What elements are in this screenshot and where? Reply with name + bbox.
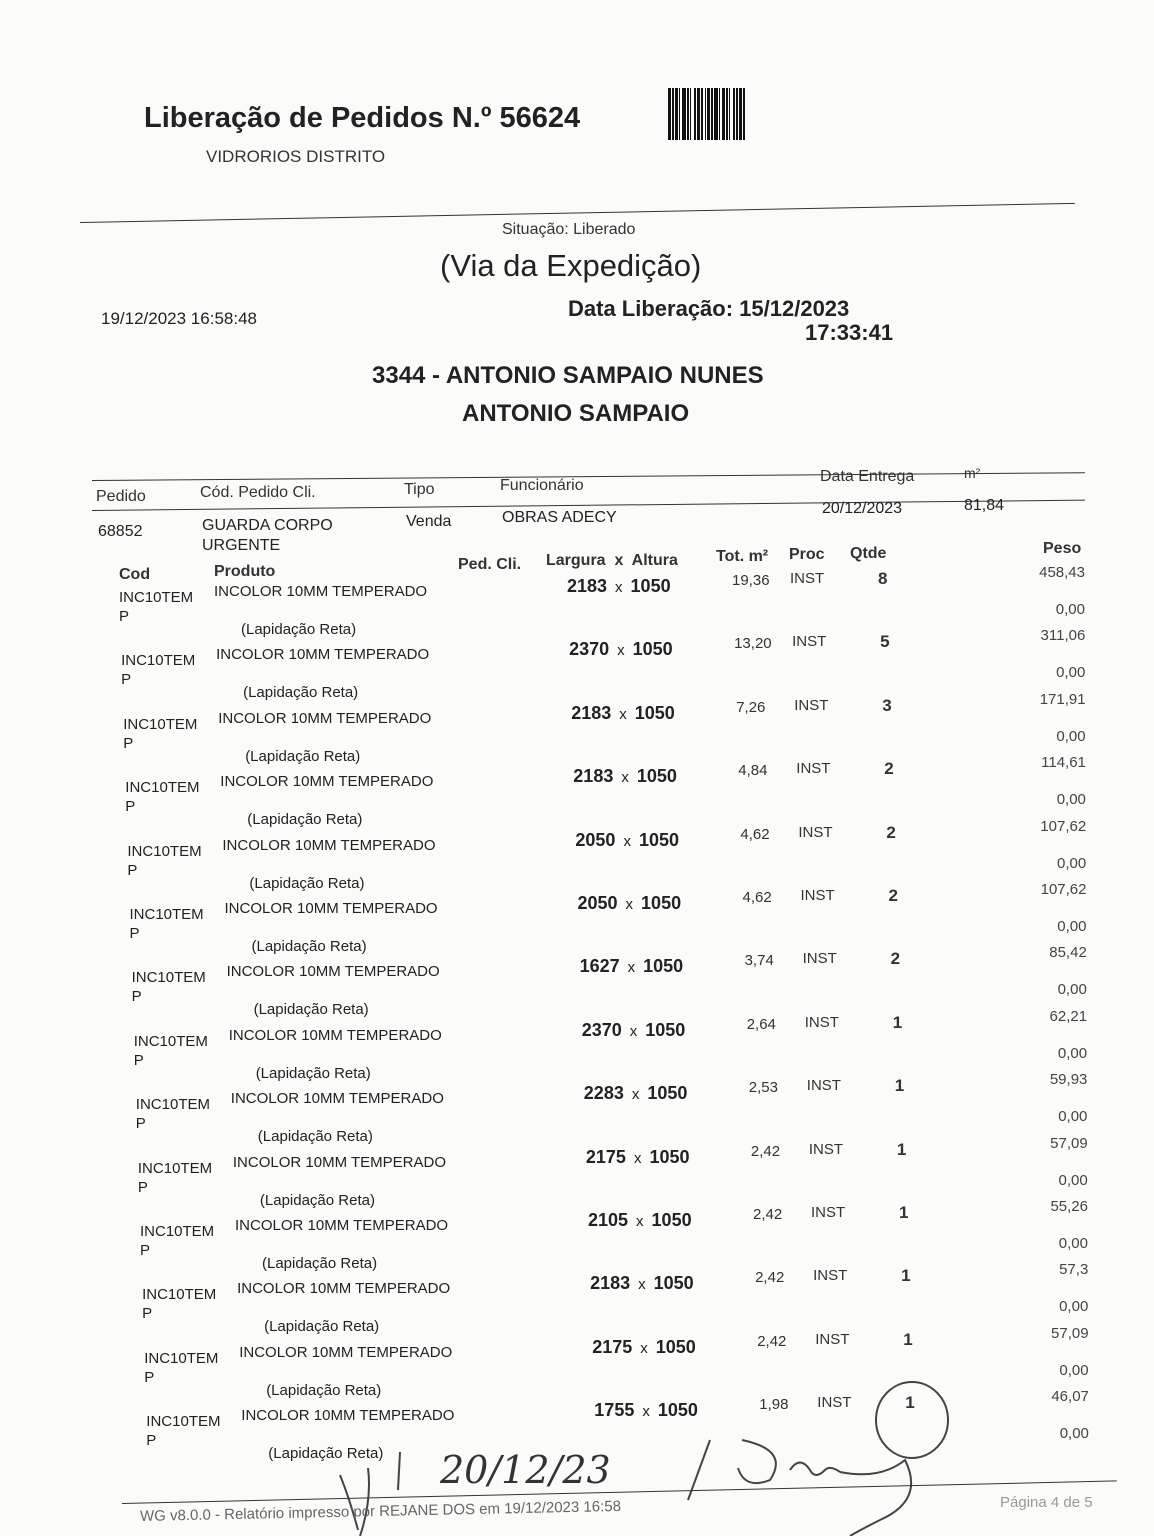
item-cod: INC10TEM: [123, 715, 198, 733]
item-cod: INC10TEM: [127, 842, 202, 860]
item-peso: 171,91: [1039, 690, 1086, 708]
item-altura: 1050: [641, 893, 682, 913]
item-altura: 1050: [655, 1336, 696, 1357]
item-qtde: 1: [894, 1076, 905, 1096]
col-funcionario: Funcionário: [500, 477, 584, 494]
item-acabamento: (Lapidação Reta): [266, 1381, 382, 1399]
item-cod: INC10TEM: [121, 652, 196, 670]
item-qtde: 1: [901, 1266, 911, 1286]
order-pedido: 68852: [98, 523, 143, 540]
item-peso: 62,21: [1049, 1007, 1088, 1025]
item-largura: 2183: [590, 1273, 631, 1294]
item-cod-suffix: P: [135, 1115, 146, 1133]
item-proc: INST: [796, 760, 831, 778]
item-cod-suffix: P: [131, 988, 142, 1006]
item-peso: 311,06: [1040, 627, 1086, 645]
item-qtde: 2: [886, 822, 896, 842]
item-cod-suffix: P: [125, 798, 136, 816]
item-largura: 1755: [594, 1400, 635, 1421]
item-tot-m2: 7,26: [736, 698, 766, 716]
col-ped-cli: Ped. Cli.: [458, 556, 522, 573]
item-qtde: 1: [892, 1012, 903, 1032]
col-data-entrega: Data Entrega: [820, 468, 915, 485]
item-cod-suffix: P: [140, 1242, 151, 1259]
item-altura: 1050: [651, 1210, 692, 1230]
item-acabamento: (Lapidação Reta): [264, 1318, 380, 1336]
release-date: Data Liberação: 15/12/2023: [568, 296, 850, 321]
item-cod-suffix: P: [146, 1432, 157, 1450]
company-name: VIDRORIOS DISTRITO: [206, 147, 386, 166]
col-qtde: Qtde: [850, 545, 887, 562]
item-produto: INCOLOR 10MM TEMPERADO: [224, 900, 438, 917]
item-cod: INC10TEM: [137, 1159, 213, 1177]
item-peso-secondary: 0,00: [1055, 601, 1085, 618]
item-altura: 1050: [657, 1400, 698, 1421]
item-acabamento: (Lapidação Reta): [247, 811, 363, 829]
item-altura: 1050: [638, 829, 679, 850]
item-acabamento: (Lapidação Reta): [249, 874, 365, 892]
item-largura: 1627: [579, 956, 620, 977]
item-produto: INCOLOR 10MM TEMPERADO: [241, 1407, 455, 1425]
item-proc: INST: [794, 696, 829, 714]
item-cod-suffix: P: [144, 1368, 155, 1386]
item-produto: INCOLOR 10MM TEMPERADO: [218, 709, 432, 727]
status-label: Situação: Liberado: [502, 221, 636, 238]
times-sign: x: [642, 1403, 650, 1421]
col-proc: Proc: [789, 546, 825, 563]
item-peso: 85,42: [1049, 944, 1087, 962]
item-largura: 2370: [569, 639, 610, 660]
col-cod-pedido-cli: Cód. Pedido Cli.: [200, 484, 316, 501]
times-sign: x: [617, 642, 625, 660]
item-cod: INC10TEM: [146, 1413, 221, 1431]
item-peso-secondary: 0,00: [1059, 1361, 1089, 1379]
item-peso: 46,07: [1051, 1388, 1089, 1406]
item-tot-m2: 3,74: [744, 952, 774, 970]
item-proc: INST: [811, 1204, 846, 1221]
item-peso: 107,62: [1040, 881, 1087, 898]
item-altura: 1050: [636, 766, 677, 787]
item-altura: 1050: [630, 576, 671, 596]
item-largura: 2105: [588, 1210, 629, 1230]
item-cod-suffix: P: [127, 861, 138, 879]
times-sign: x: [621, 769, 629, 787]
item-tot-m2: 1,98: [759, 1396, 789, 1414]
item-largura: 2283: [583, 1083, 624, 1104]
col-tipo: Tipo: [404, 481, 435, 498]
times-sign: x: [619, 705, 627, 723]
item-acabamento: (Lapidação Reta): [262, 1255, 378, 1272]
item-cod-suffix: P: [137, 1178, 148, 1196]
item-proc: INST: [817, 1394, 852, 1412]
handwritten-date: 20/12/23: [440, 1448, 611, 1492]
item-proc: INST: [802, 950, 837, 968]
item-produto: INCOLOR 10MM TEMPERADO: [232, 1153, 446, 1171]
item-cod: INC10TEM: [119, 589, 194, 606]
col-pedido: Pedido: [96, 488, 146, 505]
item-proc: INST: [815, 1330, 850, 1348]
item-peso: 114,61: [1041, 754, 1086, 772]
order-cod-cli-line2: URGENTE: [202, 537, 281, 554]
item-produto: INCOLOR 10MM TEMPERADO: [239, 1343, 453, 1361]
item-produto: INCOLOR 10MM TEMPERADO: [226, 963, 440, 981]
item-cod-suffix: P: [119, 608, 130, 625]
item-qtde: 1: [905, 1393, 915, 1413]
item-produto: INCOLOR 10MM TEMPERADO: [230, 1090, 444, 1108]
item-qtde: 1: [899, 1203, 909, 1222]
item-produto: INCOLOR 10MM TEMPERADO: [228, 1026, 442, 1044]
col-largura-altura: Largura x Altura: [546, 552, 678, 569]
item-peso: 458,43: [1039, 564, 1085, 581]
times-sign: x: [636, 1213, 644, 1230]
item-cod-suffix: P: [121, 671, 132, 689]
item-cod: INC10TEM: [133, 1032, 208, 1050]
item-proc: INST: [800, 887, 835, 904]
item-produto: INCOLOR 10MM TEMPERADO: [214, 583, 428, 600]
times-sign: x: [629, 1022, 638, 1040]
item-peso-secondary: 0,00: [1056, 664, 1086, 682]
item-proc: INST: [804, 1013, 839, 1031]
times-sign: x: [640, 1339, 648, 1357]
item-peso-secondary: 0,00: [1058, 1171, 1088, 1189]
item-peso-secondary: 0,00: [1059, 1298, 1089, 1316]
item-cod: INC10TEM: [129, 906, 204, 923]
item-cod-suffix: P: [123, 734, 134, 752]
item-largura: 2050: [577, 893, 618, 913]
item-largura: 2050: [575, 829, 616, 850]
times-sign: x: [638, 1276, 646, 1294]
item-peso-secondary: 0,00: [1058, 1108, 1088, 1126]
item-tot-m2: 2,42: [757, 1332, 787, 1350]
order-cod-cli-line1: GUARDA CORPO: [202, 517, 333, 534]
item-cod-suffix: P: [129, 925, 140, 942]
item-proc: INST: [808, 1140, 844, 1158]
item-acabamento: (Lapidação Reta): [253, 1001, 369, 1019]
times-sign: x: [623, 832, 631, 850]
item-acabamento: (Lapidação Reta): [255, 1064, 371, 1082]
copy-type-label: (Via da Expedição): [440, 248, 702, 283]
item-proc: INST: [813, 1267, 848, 1285]
item-peso: 59,93: [1049, 1071, 1088, 1089]
client-name: 3344 - ANTONIO SAMPAIO NUNES: [372, 362, 764, 389]
item-peso-secondary: 0,00: [1056, 727, 1086, 745]
item-produto: INCOLOR 10MM TEMPERADO: [216, 646, 430, 664]
item-altura: 1050: [632, 639, 673, 660]
item-cod: INC10TEM: [135, 1096, 210, 1114]
item-acabamento: (Lapidação Reta): [243, 684, 359, 702]
page-title: Liberação de Pedidos N.º 56624: [144, 102, 581, 134]
item-tot-m2: 4,62: [742, 889, 772, 906]
item-proc: INST: [792, 633, 827, 651]
item-altura: 1050: [645, 1019, 686, 1040]
item-cod: INC10TEM: [144, 1349, 219, 1367]
page-number: Página 4 de 5: [1000, 1494, 1093, 1511]
item-proc: INST: [798, 823, 833, 841]
col-cod: Cod: [119, 566, 151, 583]
times-sign: x: [631, 1086, 640, 1104]
item-tot-m2: 2,64: [746, 1015, 776, 1033]
item-acabamento: (Lapidação Reta): [251, 938, 367, 955]
item-acabamento: (Lapidação Reta): [259, 1191, 375, 1209]
item-tot-m2: 4,62: [740, 825, 770, 843]
item-tot-m2: 19,36: [732, 572, 770, 589]
client-short-name: ANTONIO SAMPAIO: [462, 400, 690, 427]
item-acabamento: (Lapidação Reta): [257, 1128, 373, 1146]
times-sign: x: [625, 896, 634, 913]
col-peso: Peso: [1043, 540, 1082, 557]
item-qtde: 1: [896, 1139, 907, 1159]
item-acabamento: (Lapidação Reta): [245, 747, 361, 765]
item-tot-m2: 2,42: [753, 1206, 783, 1223]
item-peso-secondary: 0,00: [1056, 854, 1087, 872]
item-peso-secondary: 0,00: [1059, 1425, 1089, 1443]
order-data-entrega: 20/12/2023: [822, 500, 903, 517]
item-tot-m2: 2,42: [755, 1269, 785, 1287]
item-produto: INCOLOR 10MM TEMPERADO: [235, 1217, 449, 1234]
item-largura: 2183: [571, 702, 612, 723]
item-qtde: 5: [880, 632, 890, 652]
item-acabamento: (Lapidação Reta): [241, 621, 357, 638]
item-tot-m2: 13,20: [734, 635, 772, 653]
item-altura: 1050: [653, 1273, 694, 1294]
item-largura: 2175: [592, 1336, 633, 1357]
item-cod: INC10TEM: [140, 1223, 215, 1240]
item-qtde: 2: [884, 759, 894, 779]
item-peso-secondary: 0,00: [1057, 918, 1087, 935]
footer-text: WG v8.0.0 - Relatório impresso por REJANE DOS em 19/12/2023 16:58: [139, 1497, 622, 1525]
item-cod-suffix: P: [142, 1305, 153, 1323]
item-altura: 1050: [643, 956, 684, 977]
item-altura: 1050: [649, 1146, 690, 1167]
item-peso-secondary: 0,00: [1057, 981, 1087, 999]
order-m2: 81,84: [964, 497, 1005, 514]
item-produto: INCOLOR 10MM TEMPERADO: [220, 773, 434, 791]
item-peso: 107,62: [1040, 817, 1087, 835]
item-peso: 57,09: [1051, 1324, 1089, 1342]
item-acabamento: (Lapidação Reta): [268, 1445, 384, 1463]
item-proc: INST: [806, 1077, 841, 1095]
item-altura: 1050: [647, 1083, 688, 1104]
item-tot-m2: 2,53: [748, 1079, 778, 1097]
item-qtde: 1: [903, 1329, 913, 1349]
times-sign: x: [633, 1149, 642, 1167]
col-tot-m2: Tot. m²: [716, 548, 769, 565]
release-time: 17:33:41: [805, 320, 894, 345]
item-peso-secondary: 0,00: [1057, 1044, 1088, 1062]
item-peso: 57,09: [1050, 1134, 1088, 1152]
order-tipo: Venda: [406, 513, 452, 530]
print-datetime: 19/12/2023 16:58:48: [101, 309, 257, 328]
item-cod: INC10TEM: [125, 779, 200, 797]
item-qtde: 2: [890, 949, 901, 969]
item-altura: 1050: [634, 702, 675, 723]
item-cod: INC10TEM: [142, 1286, 217, 1304]
times-sign: x: [627, 959, 636, 977]
item-produto: INCOLOR 10MM TEMPERADO: [237, 1280, 451, 1298]
col-produto: Produto: [214, 563, 276, 580]
item-tot-m2: 2,42: [750, 1142, 781, 1160]
item-produto: INCOLOR 10MM TEMPERADO: [222, 836, 436, 854]
item-peso: 57,3: [1059, 1261, 1089, 1279]
col-m2: m²: [964, 465, 981, 481]
item-peso: 55,26: [1050, 1198, 1088, 1215]
item-tot-m2: 4,84: [738, 762, 768, 780]
item-proc: INST: [790, 570, 825, 587]
item-cod: INC10TEM: [131, 969, 206, 987]
item-largura: 2175: [585, 1146, 626, 1167]
item-peso-secondary: 0,00: [1058, 1235, 1088, 1252]
item-cod-suffix: P: [133, 1051, 144, 1069]
item-peso-secondary: 0,00: [1056, 791, 1086, 809]
item-largura: 2183: [573, 766, 614, 787]
item-qtde: 3: [882, 695, 892, 715]
item-qtde: 2: [888, 886, 898, 905]
item-largura: 2183: [567, 576, 608, 596]
item-largura: 2370: [581, 1019, 622, 1040]
item-qtde: 8: [878, 569, 888, 588]
order-funcionario: OBRAS ADECY: [502, 509, 617, 526]
times-sign: x: [615, 579, 623, 596]
